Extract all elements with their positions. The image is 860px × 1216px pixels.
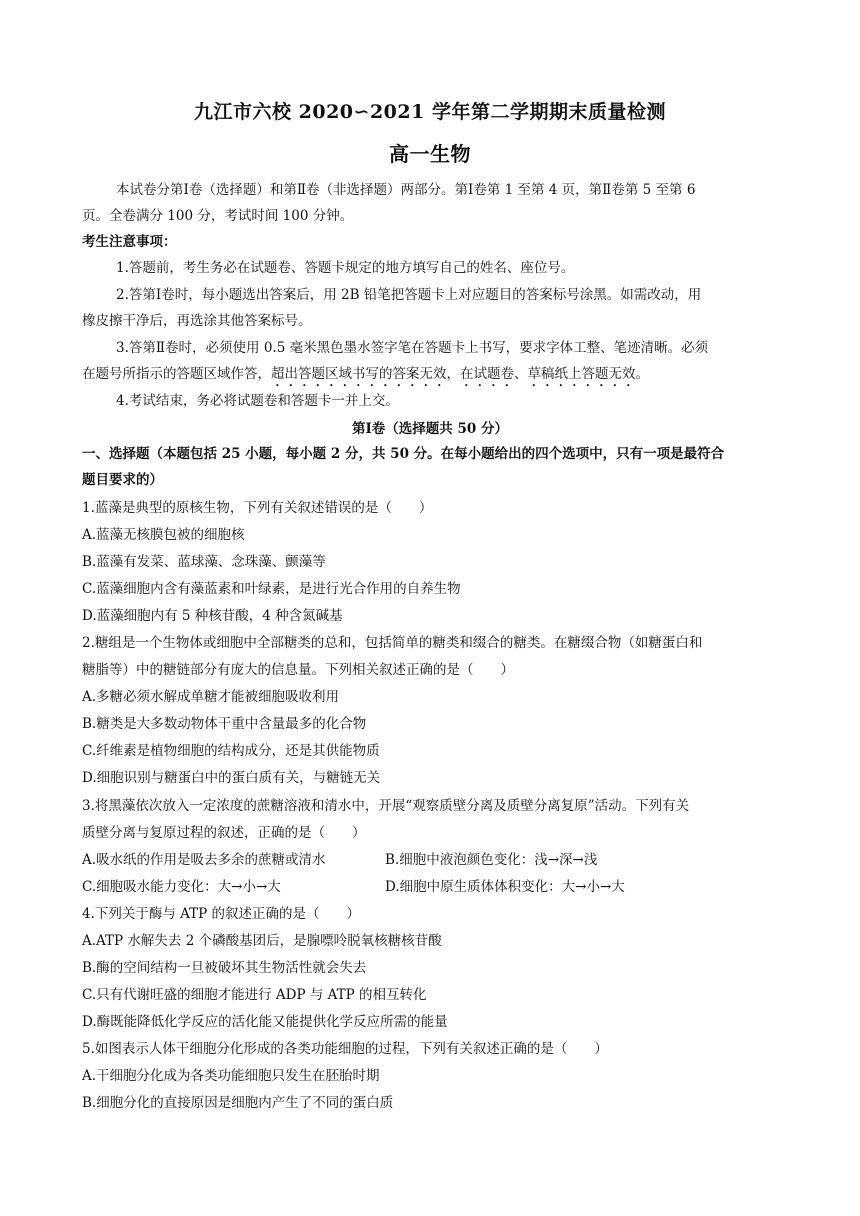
question-2-stem-line-1: 2.糖组是一个生物体或细胞中全部糖类的总和，包括简单的糖类和缀合的糖类。在糖缀合物（如糖蛋白和 bbox=[82, 635, 703, 651]
question-3-stem-line-2: 质壁分离与复原过程的叙述，正确的是（ ） bbox=[82, 825, 366, 841]
question-3-options-row-1 bbox=[82, 851, 782, 869]
question-4-option-c: C.只有代谢旺盛的细胞才能进行 ADP 与 ATP 的相互转化 bbox=[82, 987, 427, 1003]
question-4-stem: 4.下列关于酶与 ATP 的叙述正确的是（ ） bbox=[82, 906, 361, 922]
question-5-stem: 5.如图表示人体干细胞分化形成的各类功能细胞的过程，下列有关叙述正确的是（ ） bbox=[82, 1041, 608, 1057]
intro-line-2: 页。全卷满分 100 分，考试时间 100 分钟。 bbox=[82, 208, 354, 224]
question-1-option-a: A.蓝藻无核膜包被的细胞核 bbox=[82, 527, 245, 543]
notice-item-3-line-2 bbox=[82, 365, 782, 390]
notice-item-4: 4.考试结束，务必将试题卷和答题卡一并上交。 bbox=[116, 393, 399, 409]
notice-item-3-end: 。 bbox=[635, 366, 649, 382]
intro-line-1: 本试卷分第Ⅰ卷（选择题）和第Ⅱ卷（非选择题）两部分。第Ⅰ卷第 1 至第 4 页，第Ⅱ卷第 5 至第 6 bbox=[116, 182, 696, 198]
question-3-option-d: D.细胞中原生质体体积变化：大→小→大 bbox=[385, 879, 625, 895]
notice-item-3-line-1: 3.答第Ⅱ卷时，必须使用 0.5 毫米黑色墨水签字笔在答题卡上书写，要求字体工整、笔迹清晰。必须 bbox=[116, 340, 709, 356]
notice-item-2-line-1: 2.答第Ⅰ卷时，每小题选出答案后，用 2B 铅笔把答题卡上对应题目的答案标号涂黑。如需改动，用 bbox=[116, 287, 702, 303]
section-1-heading: 第Ⅰ卷（选择题共 50 分） bbox=[351, 421, 508, 437]
question-2-option-a: A.多糖必须水解成单糖才能被细胞吸收利用 bbox=[82, 689, 340, 705]
question-3-option-c: C.细胞吸水能力变化：大→小→大 bbox=[82, 879, 281, 895]
question-4-option-a: A.ATP 水解失去 2 个磷酸基团后，是腺嘌呤脱氧核糖核苷酸 bbox=[82, 933, 442, 949]
question-1-option-d: D.蓝藻细胞内有 5 种核苷酸，4 种含氮碱基 bbox=[82, 608, 343, 624]
question-2-stem-line-2: 糖脂等）中的糖链部分有庞大的信息量。下列相关叙述正确的是（ ） bbox=[82, 662, 514, 678]
question-1-option-c: C.蓝藻细胞内含有藻蓝素和叶绿素，是进行光合作用的自养生物 bbox=[82, 581, 461, 597]
question-4-option-d: D.酶既能降低化学反应的活化能又能提供化学反应所需的能量 bbox=[82, 1014, 448, 1030]
exam-title: 九江市六校 2020∽2021 学年第二学期期末质量检测 bbox=[194, 101, 666, 123]
question-5-option-a: A.干细胞分化成为各类功能细胞只发生在胚胎时期 bbox=[82, 1068, 380, 1084]
notice-item-1: 1.答题前，考生务必在试题卷、答题卡规定的地方填写自己的姓名、座位号。 bbox=[116, 260, 575, 276]
question-3-option-a: A.吸水纸的作用是吸去多余的蔗糖或清水 bbox=[82, 852, 326, 868]
question-3-options-row-2 bbox=[82, 878, 782, 896]
notice-item-3-text: 在题号所指示的答题区域作答， bbox=[82, 366, 271, 382]
question-5-option-b: B.细胞分化的直接原因是细胞内产生了不同的蛋白质 bbox=[82, 1095, 394, 1111]
question-2-option-d: D.细胞识别与糖蛋白中的蛋白质有关，与糖链无关 bbox=[82, 770, 381, 786]
section-1-instruction-line-1: 一、选择题（本题包括 25 小题，每小题 2 分，共 50 分。在每小题给出的四个选项中，只有一项是最符合 bbox=[82, 446, 725, 462]
notice-heading: 考生注意事项： bbox=[82, 234, 177, 250]
question-4-option-b: B.酶的空间结构一旦被破坏其生物活性就会失去 bbox=[82, 960, 367, 976]
section-1-instruction-line-2: 题目要求的） bbox=[82, 472, 163, 488]
question-1-stem: 1.蓝藻是典型的原核生物，下列有关叙述错误的是（ ） bbox=[82, 500, 433, 516]
question-2-option-b: B.糖类是大多数动物体干重中含量最多的化合物 bbox=[82, 716, 367, 732]
question-2-option-c: C.纤维素是植物细胞的结构成分，还是其供能物质 bbox=[82, 743, 380, 759]
question-3-option-b: B.细胞中液泡颜色变化：浅→深→浅 bbox=[385, 852, 598, 868]
exam-subject: 高一生物 bbox=[389, 142, 471, 166]
question-3-stem-line-1: 3.将黑藻依次放入一定浓度的蔗糖溶液和清水中，开展“观察质壁分离及质壁分离复原”活动。下列有关 bbox=[82, 798, 690, 814]
notice-item-2-line-2: 橡皮擦干净后，再选涂其他答案标号。 bbox=[82, 313, 312, 329]
notice-item-3-emphasis: 超出答题区域书写的答案无效，在试题卷、草稿纸上答题无效 bbox=[271, 366, 636, 382]
question-1-option-b: B.蓝藻有发菜、蓝球藻、念珠藻、颤藻等 bbox=[82, 554, 326, 570]
